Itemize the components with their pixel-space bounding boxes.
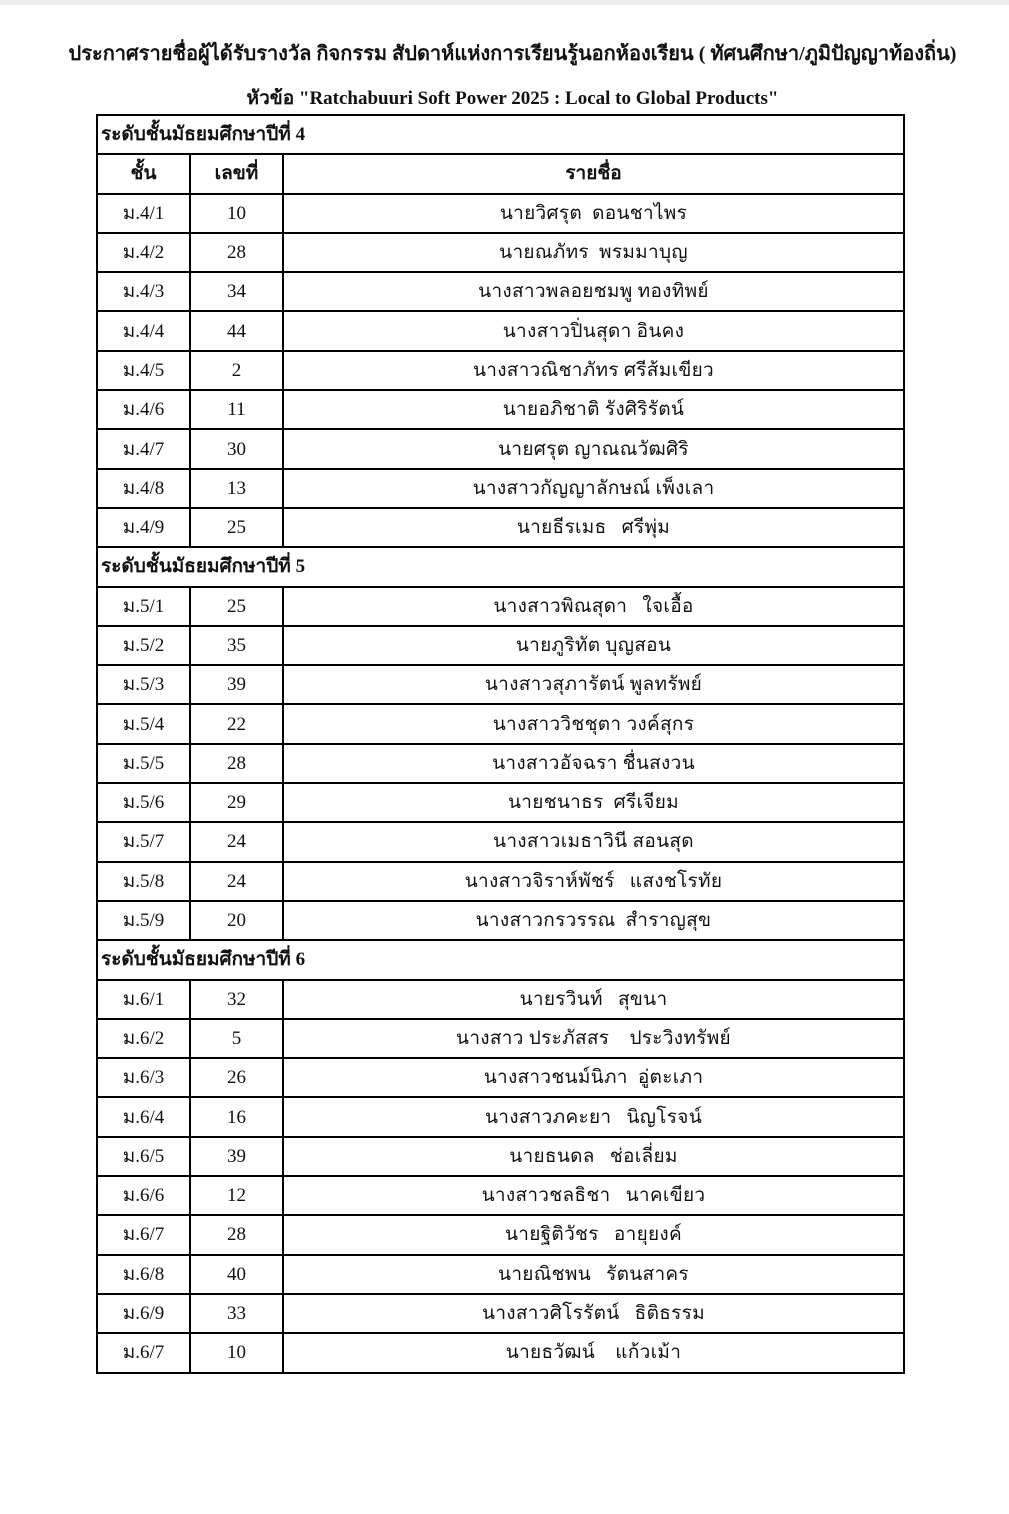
cell-class: ม.5/3 bbox=[97, 665, 190, 704]
table-row bbox=[97, 1019, 904, 1058]
cell-number: 28 bbox=[190, 233, 283, 272]
cell-name: นางสาวพลอยชมพู ทองทิพย์ bbox=[283, 272, 904, 311]
cell-class: ม.6/8 bbox=[97, 1255, 190, 1294]
cell-class: ม.5/5 bbox=[97, 744, 190, 783]
top-strip bbox=[0, 0, 1009, 5]
cell-class: ม.5/1 bbox=[97, 587, 190, 626]
cell-class: ม.4/8 bbox=[97, 469, 190, 508]
table-row bbox=[97, 822, 904, 861]
cell-name: นายณิชพน รัตนสาคร bbox=[283, 1255, 904, 1294]
cell-number: 5 bbox=[190, 1019, 283, 1058]
cell-number: 40 bbox=[190, 1255, 283, 1294]
cell-number: 2 bbox=[190, 351, 283, 390]
cell-name: นางสาวพิณสุดา ใจเอื้อ bbox=[283, 587, 904, 626]
cell-class: ม.4/6 bbox=[97, 390, 190, 429]
cell-name: นางสาวอัจฉรา ชื่นสงวน bbox=[283, 744, 904, 783]
cell-number: 35 bbox=[190, 626, 283, 665]
cell-number: 30 bbox=[190, 429, 283, 468]
document-title: ประกาศรายชื่อผู้ได้รับรางวัล กิจกรรม สัปดาห์แห่งการเรียนรู้นอกห้องเรียน ( ทัศนศึกษา/ภูมิปัญญาท้องถิ่น) bbox=[68, 43, 957, 65]
table-row bbox=[97, 744, 904, 783]
cell-name: นายธนดล ช่อเลี่ยม bbox=[283, 1137, 904, 1176]
cell-class: ม.4/7 bbox=[97, 429, 190, 468]
cell-number: 29 bbox=[190, 783, 283, 822]
table-row bbox=[97, 980, 904, 1019]
section-level-heading: ระดับชั้นมัธยมศึกษาปีที่ 5 bbox=[97, 547, 904, 586]
table-row bbox=[97, 311, 904, 350]
table-row bbox=[97, 194, 904, 233]
column-header-row bbox=[97, 154, 904, 193]
cell-class: ม.5/9 bbox=[97, 901, 190, 940]
cell-class: ม.5/6 bbox=[97, 783, 190, 822]
cell-name: นายอภิชาติ รังศิริรัตน์ bbox=[283, 390, 904, 429]
cell-class: ม.5/8 bbox=[97, 862, 190, 901]
cell-number: 20 bbox=[190, 901, 283, 940]
table-row bbox=[97, 233, 904, 272]
cell-name: นางสาวภคะยา นิญโรจน์ bbox=[283, 1097, 904, 1136]
cell-number: 26 bbox=[190, 1058, 283, 1097]
cell-name: นายภูริทัต บุญสอน bbox=[283, 626, 904, 665]
cell-number: 13 bbox=[190, 469, 283, 508]
cell-name: นายฐิติวัชร อายุยงค์ bbox=[283, 1215, 904, 1254]
table-row bbox=[97, 508, 904, 547]
table-row bbox=[97, 1294, 904, 1333]
section-level-heading: ระดับชั้นมัธยมศึกษาปีที่ 4 bbox=[97, 115, 904, 154]
table-row bbox=[97, 390, 904, 429]
table-row bbox=[97, 272, 904, 311]
document-subtitle: หัวข้อ "Ratchabuuri Soft Power 2025 : Local to Global Products" bbox=[246, 88, 779, 109]
cell-class: ม.6/6 bbox=[97, 1176, 190, 1215]
table-row bbox=[97, 1333, 904, 1372]
cell-number: 44 bbox=[190, 311, 283, 350]
cell-class: ม.5/2 bbox=[97, 626, 190, 665]
table-row bbox=[97, 1176, 904, 1215]
cell-class: ม.6/3 bbox=[97, 1058, 190, 1097]
cell-class: ม.4/3 bbox=[97, 272, 190, 311]
cell-number: 25 bbox=[190, 587, 283, 626]
cell-name: นางสาวเมธาวินี สอนสุด bbox=[283, 822, 904, 861]
cell-name: นางสาวปิ่นสุดา อินคง bbox=[283, 311, 904, 350]
cell-class: ม.6/4 bbox=[97, 1097, 190, 1136]
award-roster-table bbox=[96, 114, 905, 1374]
cell-class: ม.5/7 bbox=[97, 822, 190, 861]
cell-number: 24 bbox=[190, 862, 283, 901]
cell-number: 39 bbox=[190, 1137, 283, 1176]
section-level-heading: ระดับชั้นมัธยมศึกษาปีที่ 6 bbox=[97, 940, 904, 979]
cell-name: นายธวัฒน์ แก้วเม้า bbox=[283, 1333, 904, 1372]
column-header-number: เลขที่ bbox=[190, 154, 283, 193]
section-level-row bbox=[97, 115, 904, 154]
table-row bbox=[97, 1255, 904, 1294]
table-row bbox=[97, 862, 904, 901]
cell-class: ม.4/1 bbox=[97, 194, 190, 233]
cell-number: 11 bbox=[190, 390, 283, 429]
cell-name: นายวิศรุต ดอนชาไพร bbox=[283, 194, 904, 233]
cell-number: 28 bbox=[190, 1215, 283, 1254]
cell-class: ม.6/7 bbox=[97, 1333, 190, 1372]
cell-class: ม.6/5 bbox=[97, 1137, 190, 1176]
cell-number: 25 bbox=[190, 508, 283, 547]
cell-number: 39 bbox=[190, 665, 283, 704]
cell-number: 34 bbox=[190, 272, 283, 311]
cell-class: ม.4/2 bbox=[97, 233, 190, 272]
cell-number: 32 bbox=[190, 980, 283, 1019]
cell-number: 28 bbox=[190, 744, 283, 783]
table-row bbox=[97, 587, 904, 626]
cell-name: นายณภัทร พรมมาบุญ bbox=[283, 233, 904, 272]
cell-name: นายชนาธร ศรีเจียม bbox=[283, 783, 904, 822]
column-header-name: รายชื่อ bbox=[283, 154, 904, 193]
table-row bbox=[97, 1215, 904, 1254]
cell-number: 16 bbox=[190, 1097, 283, 1136]
cell-name: นางสาวณิชาภัทร ศรีส้มเขียว bbox=[283, 351, 904, 390]
table-row bbox=[97, 351, 904, 390]
cell-class: ม.5/4 bbox=[97, 704, 190, 743]
cell-name: นางสาวชลธิชา นาคเขียว bbox=[283, 1176, 904, 1215]
table-row bbox=[97, 665, 904, 704]
cell-name: นางสาวกัญญาลักษณ์ เพ็งเลา bbox=[283, 469, 904, 508]
cell-class: ม.6/9 bbox=[97, 1294, 190, 1333]
cell-class: ม.4/9 bbox=[97, 508, 190, 547]
section-level-row bbox=[97, 940, 904, 979]
cell-name: นางสาวสุภารัตน์ พูลทรัพย์ bbox=[283, 665, 904, 704]
table-row bbox=[97, 1058, 904, 1097]
column-header-class: ชั้น bbox=[97, 154, 190, 193]
section-level-row bbox=[97, 547, 904, 586]
cell-name: นางสาวจิราห์พัชร์ แสงชโรทัย bbox=[283, 862, 904, 901]
cell-number: 33 bbox=[190, 1294, 283, 1333]
table-row bbox=[97, 1097, 904, 1136]
table-row bbox=[97, 704, 904, 743]
cell-number: 24 bbox=[190, 822, 283, 861]
cell-name: นายรวินท์ สุขนา bbox=[283, 980, 904, 1019]
cell-number: 10 bbox=[190, 1333, 283, 1372]
cell-name: นายธีรเมธ ศรีพุ่ม bbox=[283, 508, 904, 547]
cell-name: นายศรุต ญาณณวัฒศิริ bbox=[283, 429, 904, 468]
cell-class: ม.4/4 bbox=[97, 311, 190, 350]
cell-class: ม.4/5 bbox=[97, 351, 190, 390]
cell-class: ม.6/1 bbox=[97, 980, 190, 1019]
cell-class: ม.6/2 bbox=[97, 1019, 190, 1058]
cell-number: 10 bbox=[190, 194, 283, 233]
table-row bbox=[97, 1137, 904, 1176]
cell-class: ม.6/7 bbox=[97, 1215, 190, 1254]
table-row bbox=[97, 469, 904, 508]
cell-name: นางสาว ประภัสสร ประวิงทรัพย์ bbox=[283, 1019, 904, 1058]
cell-number: 12 bbox=[190, 1176, 283, 1215]
table-row bbox=[97, 429, 904, 468]
cell-number: 22 bbox=[190, 704, 283, 743]
cell-name: นางสาวกรวรรณ สำราญสุข bbox=[283, 901, 904, 940]
table-row bbox=[97, 626, 904, 665]
cell-name: นางสาววิชชุตา วงค์สุกร bbox=[283, 704, 904, 743]
table-row bbox=[97, 783, 904, 822]
cell-name: นางสาวศิโรรัตน์ ธิติธรรม bbox=[283, 1294, 904, 1333]
cell-name: นางสาวชนม์นิภา อู่ตะเภา bbox=[283, 1058, 904, 1097]
table-row bbox=[97, 901, 904, 940]
